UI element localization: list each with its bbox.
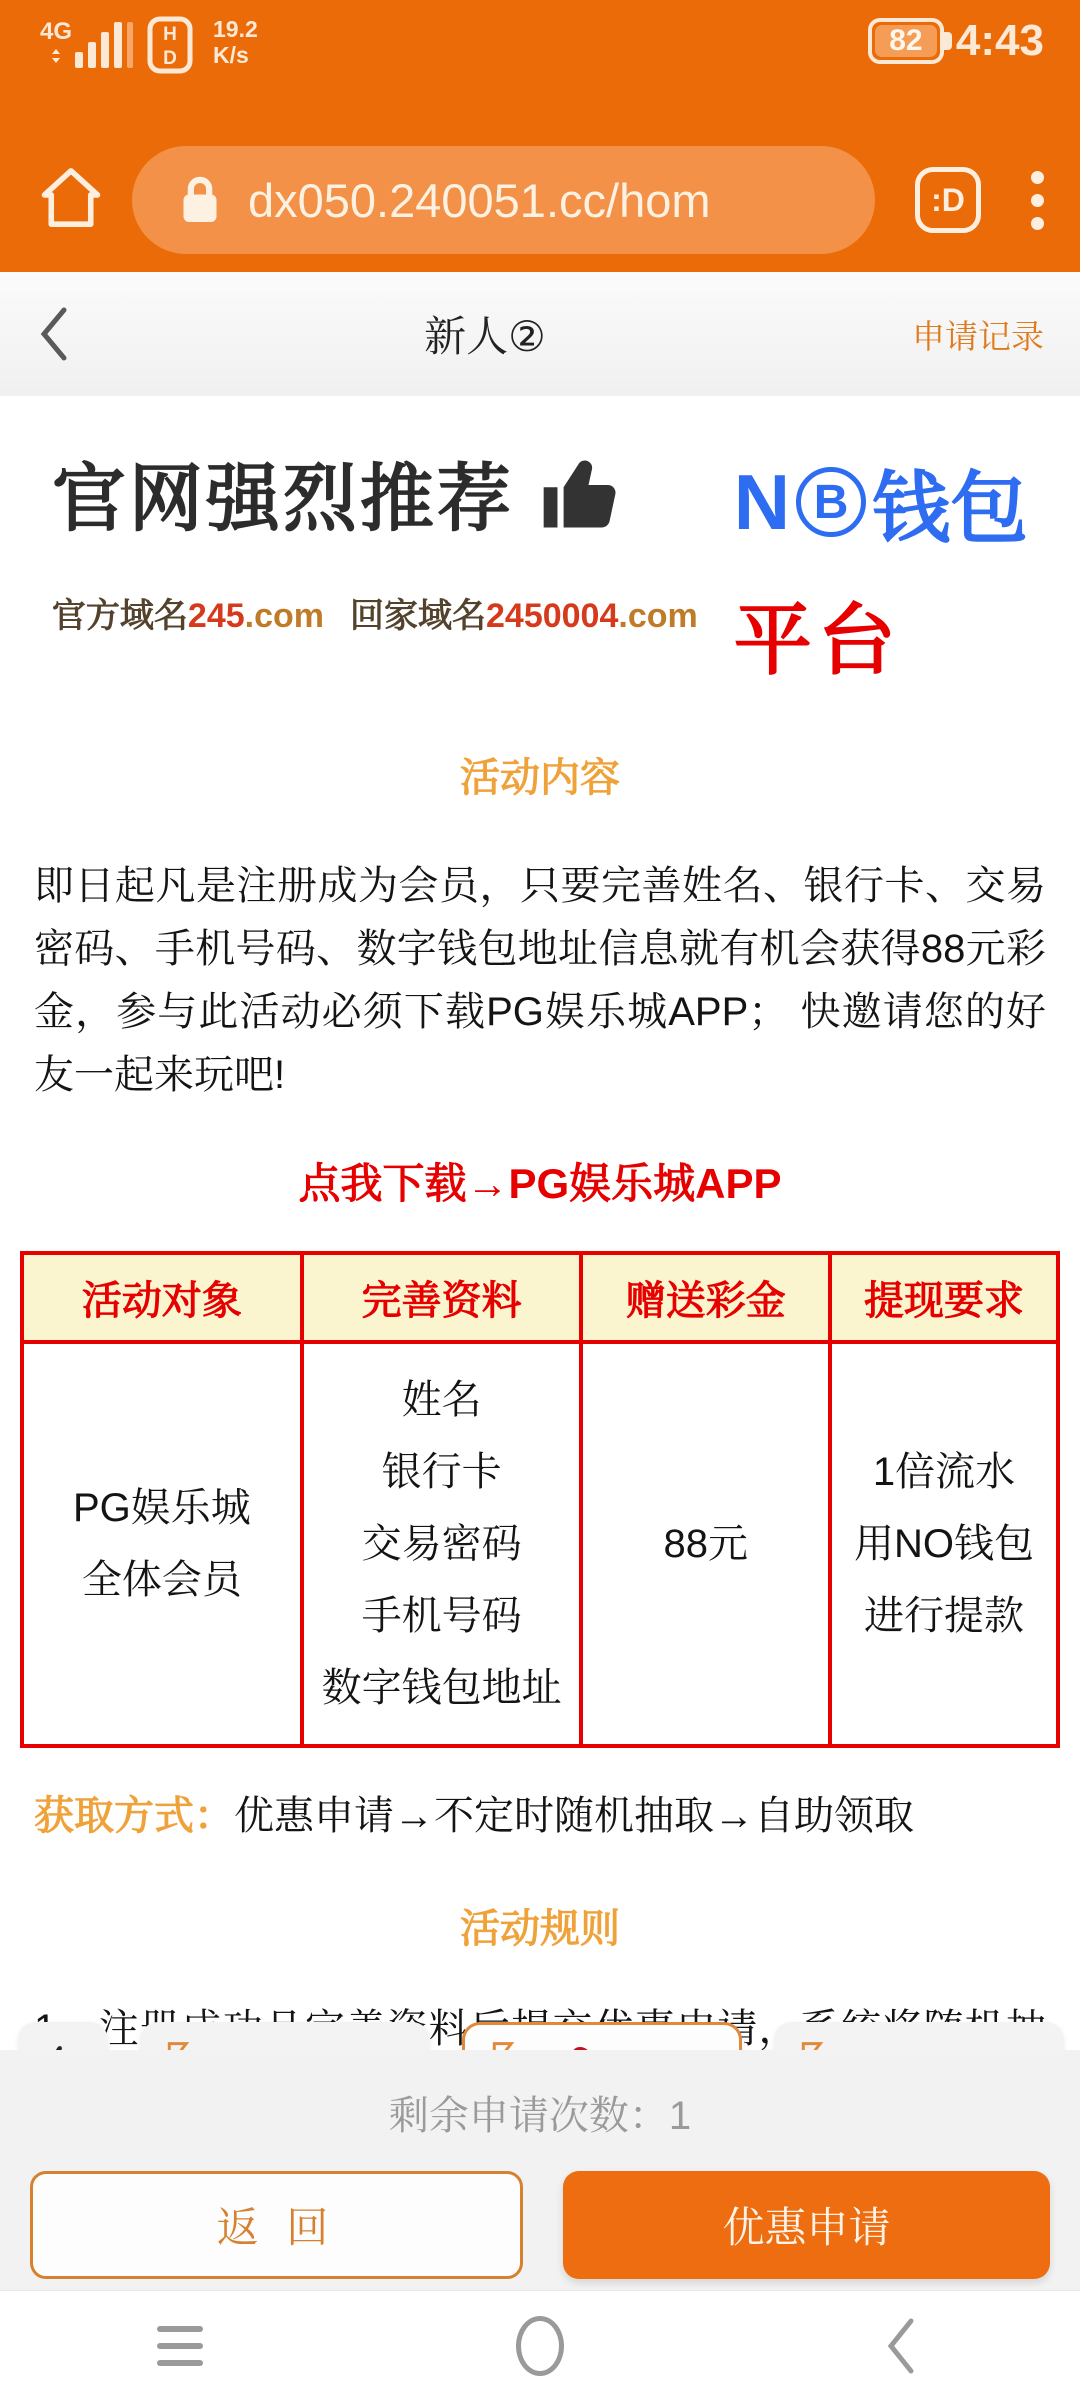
bitcoin-icon: B [796, 467, 866, 537]
address-bar-row [0, 140, 1080, 260]
nav-home-button[interactable] [360, 2316, 720, 2376]
domain1-number: 245 [187, 597, 245, 635]
promo-banner [0, 440, 1080, 690]
svg-text:H: H [163, 24, 177, 45]
cell-bonus: 88元 [581, 1342, 830, 1746]
th-bonus: 赠送彩金 [581, 1253, 830, 1342]
domain2-tld: .com [618, 597, 698, 635]
th-target: 活动对象 [22, 1253, 302, 1342]
remaining-label: 剩余申请次数： [388, 2094, 669, 2138]
smiley-label: :D [931, 181, 965, 218]
network-type-label: 4G [40, 18, 73, 45]
nav-back-button[interactable] [720, 2317, 1080, 2375]
signal-icon [40, 16, 133, 68]
page-title: 新人② [424, 313, 546, 360]
cell-target: PG娱乐城 全体会员 [22, 1342, 302, 1746]
menu-icon [157, 2326, 203, 2366]
bottom-action-bar [0, 2050, 1080, 2290]
domain2-number: 2450004 [486, 597, 619, 635]
table-header-row [22, 1253, 1058, 1342]
hd-icon [147, 16, 193, 74]
signal-arrows-icon [47, 42, 65, 68]
platform-label: 平台 [733, 596, 902, 684]
domain2-label: 回家域名 [350, 597, 486, 635]
apply-discount-button[interactable]: 优惠申请 [563, 2171, 1050, 2279]
signal-bars-icon [75, 16, 133, 68]
wallet-suffix: 钱包 [872, 464, 1029, 552]
nav-menu-button[interactable] [0, 2326, 360, 2366]
promo-table [20, 1251, 1060, 1748]
remaining-count-line [0, 2050, 1080, 2141]
banner-left [52, 440, 698, 637]
home-button[interactable] [34, 161, 108, 240]
remaining-count: 1 [668, 2094, 692, 2138]
svg-text:D: D [163, 48, 177, 69]
banner-domains [52, 588, 698, 637]
th-info: 完善资料 [302, 1253, 582, 1342]
smiley-tab-button[interactable] [915, 167, 981, 233]
method-line [34, 1784, 1046, 1841]
battery-percent: 82 [875, 25, 937, 57]
back-chevron-icon [885, 2317, 915, 2375]
browser-menu-button[interactable] [1031, 171, 1044, 230]
home-circle-icon [516, 2316, 564, 2376]
thumbs-up-icon [536, 447, 628, 539]
lock-icon [178, 172, 222, 228]
banner-headline: 官网强烈推荐 [51, 457, 514, 540]
url-bar[interactable] [132, 146, 875, 254]
chevron-left-icon [36, 306, 70, 362]
section-title-rules: 活动规则 [460, 1907, 620, 1951]
method-text: 优惠申请→不定时随机抽取→自助领取 [234, 1794, 914, 1838]
promo-content [0, 396, 1080, 2050]
browser-chrome [0, 0, 1080, 272]
method-label: 获取方式： [34, 1794, 234, 1838]
clock: 4:43 [955, 16, 1044, 65]
button-row [0, 2141, 1080, 2279]
home-icon [34, 161, 108, 235]
section-title-content: 活动内容 [460, 756, 620, 800]
status-left [40, 16, 258, 74]
th-withdraw: 提现要求 [830, 1253, 1058, 1342]
cell-withdraw: 1倍流水 用NO钱包 进行提款 [830, 1342, 1058, 1746]
status-right [868, 16, 1044, 66]
battery-icon [868, 18, 944, 64]
banner-right [734, 440, 1028, 690]
cell-info: 姓名 银行卡 交易密码 手机号码 数字钱包地址 [302, 1342, 582, 1746]
page-header [0, 272, 1080, 396]
application-history-link[interactable]: 申请记录 [912, 317, 1044, 355]
promo-intro-text: 即日起凡是注册成为会员，只要完善姓名、银行卡、交易密码、手机号码、数字钱包地址信息就有机会获得88元彩金，参与此活动必须下载PG娱乐城APP； 快邀请您的好友一起来玩吧! [34, 864, 1046, 1097]
download-app-link[interactable]: 点我下载→PG娱乐城APP [298, 1160, 782, 1207]
status-bar [0, 0, 1080, 74]
back-button[interactable] [36, 306, 96, 362]
wallet-n: N [733, 457, 791, 546]
wallet-brand [734, 446, 1028, 558]
domain1-label: 官方域名 [51, 597, 188, 635]
table-row [22, 1342, 1058, 1746]
system-nav-bar [0, 2290, 1080, 2400]
network-speed: 19.2 K/s [213, 16, 258, 68]
return-button[interactable]: 返 回 [30, 2171, 523, 2279]
url-text: dx050.240051.cc/hom [248, 173, 711, 227]
domain1-tld: .com [244, 597, 324, 635]
